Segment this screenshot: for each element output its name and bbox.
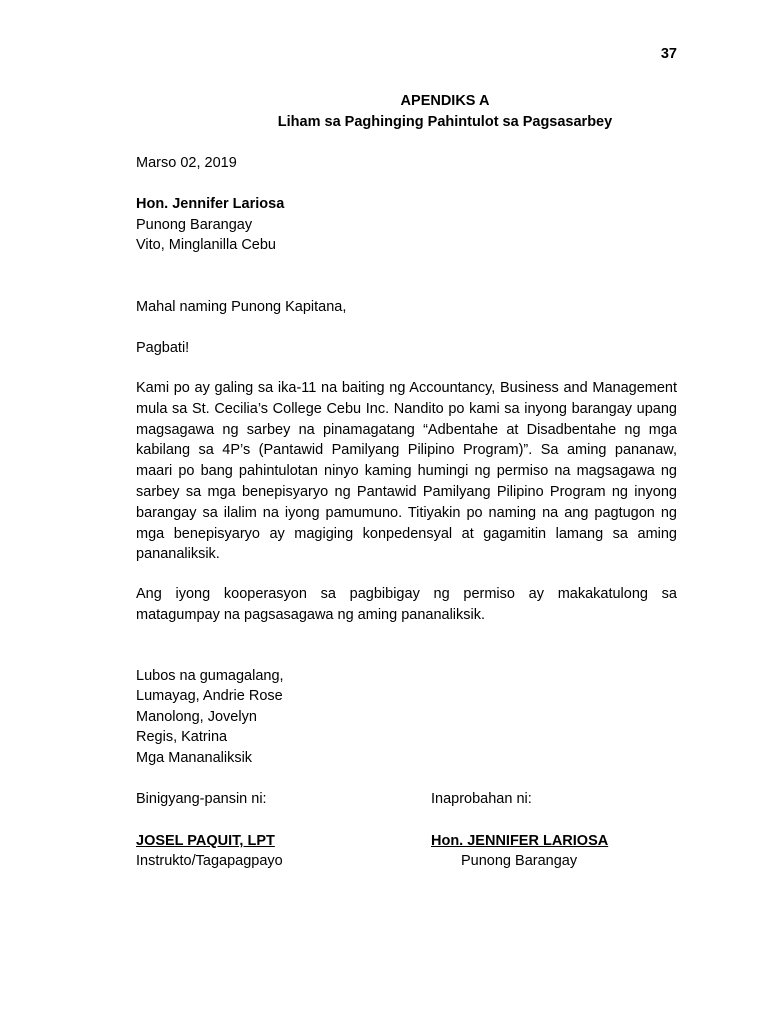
recipient-address: Vito, Minglanilla Cebu <box>136 237 276 253</box>
complimentary-close: Lubos na gumagalang, <box>136 668 284 684</box>
researcher-name: Manolong, Jovelyn <box>136 709 257 725</box>
letter-subtitle: Liham sa Paghinging Pahintulot sa Pagsasarbey <box>277 114 613 130</box>
recipient-name: Hon. Jennifer Lariosa <box>136 196 285 212</box>
noted-by-label: Binigyang-pansin ni: <box>136 791 267 807</box>
adviser-role: Instrukto/Tagapagpayo <box>136 853 283 869</box>
adviser-name: JOSEL PAQUIT, LPT <box>136 833 275 849</box>
researcher-name: Lumayag, Andrie Rose <box>136 688 283 704</box>
approved-by-label: Inaprobahan ni: <box>431 791 532 807</box>
salutation: Mahal naming Punong Kapitana, <box>136 299 347 315</box>
approver-name: Hon. JENNIFER LARIOSA <box>431 833 609 849</box>
approver-role: Punong Barangay <box>461 853 578 869</box>
researchers-role: Mga Mananaliksik <box>136 750 253 766</box>
appendix-title: APENDIKS A <box>400 93 490 109</box>
greeting: Pagbati! <box>136 340 190 356</box>
body-paragraph-2: Ang iyong kooperasyon sa pagbibigay ng permiso ay makakatulong sa matagumpay na pagsasagawa ng aming pananaliksik. <box>136 586 677 623</box>
page-number: 37 <box>660 46 677 62</box>
recipient-position: Punong Barangay <box>136 217 253 233</box>
researcher-name: Regis, Katrina <box>136 729 228 745</box>
body-paragraph-1: Kami po ay galing sa ika-11 na baiting ng Accountancy, Business and Management mula sa St. Cecilia’s College Cebu Inc. Nandito po kami sa inyong barangay upang magsagawa ng sarbey na pinamagatang “Adbentahe at Disadbentahe ng mga kabilang sa 4P’s (Pantawid Pamilyang Pilipino Program)”. Sa aming pananaw, maari po bang pahintulotan ninyo kaming humingi ng permiso na magsagawa ng sarbey sa mga benepisyaryo ng Pantawid Pamilyang Pilipino Program ng inyong barangay sa ilalim na iyong pamumuno. Titiyakin po naming na ang pagtugon ng mga benepisyaryo ay magiging konpedensyal at gagamitin lamang sa aming pananaliksik. <box>136 380 677 563</box>
letter-date: Marso 02, 2019 <box>136 155 237 171</box>
